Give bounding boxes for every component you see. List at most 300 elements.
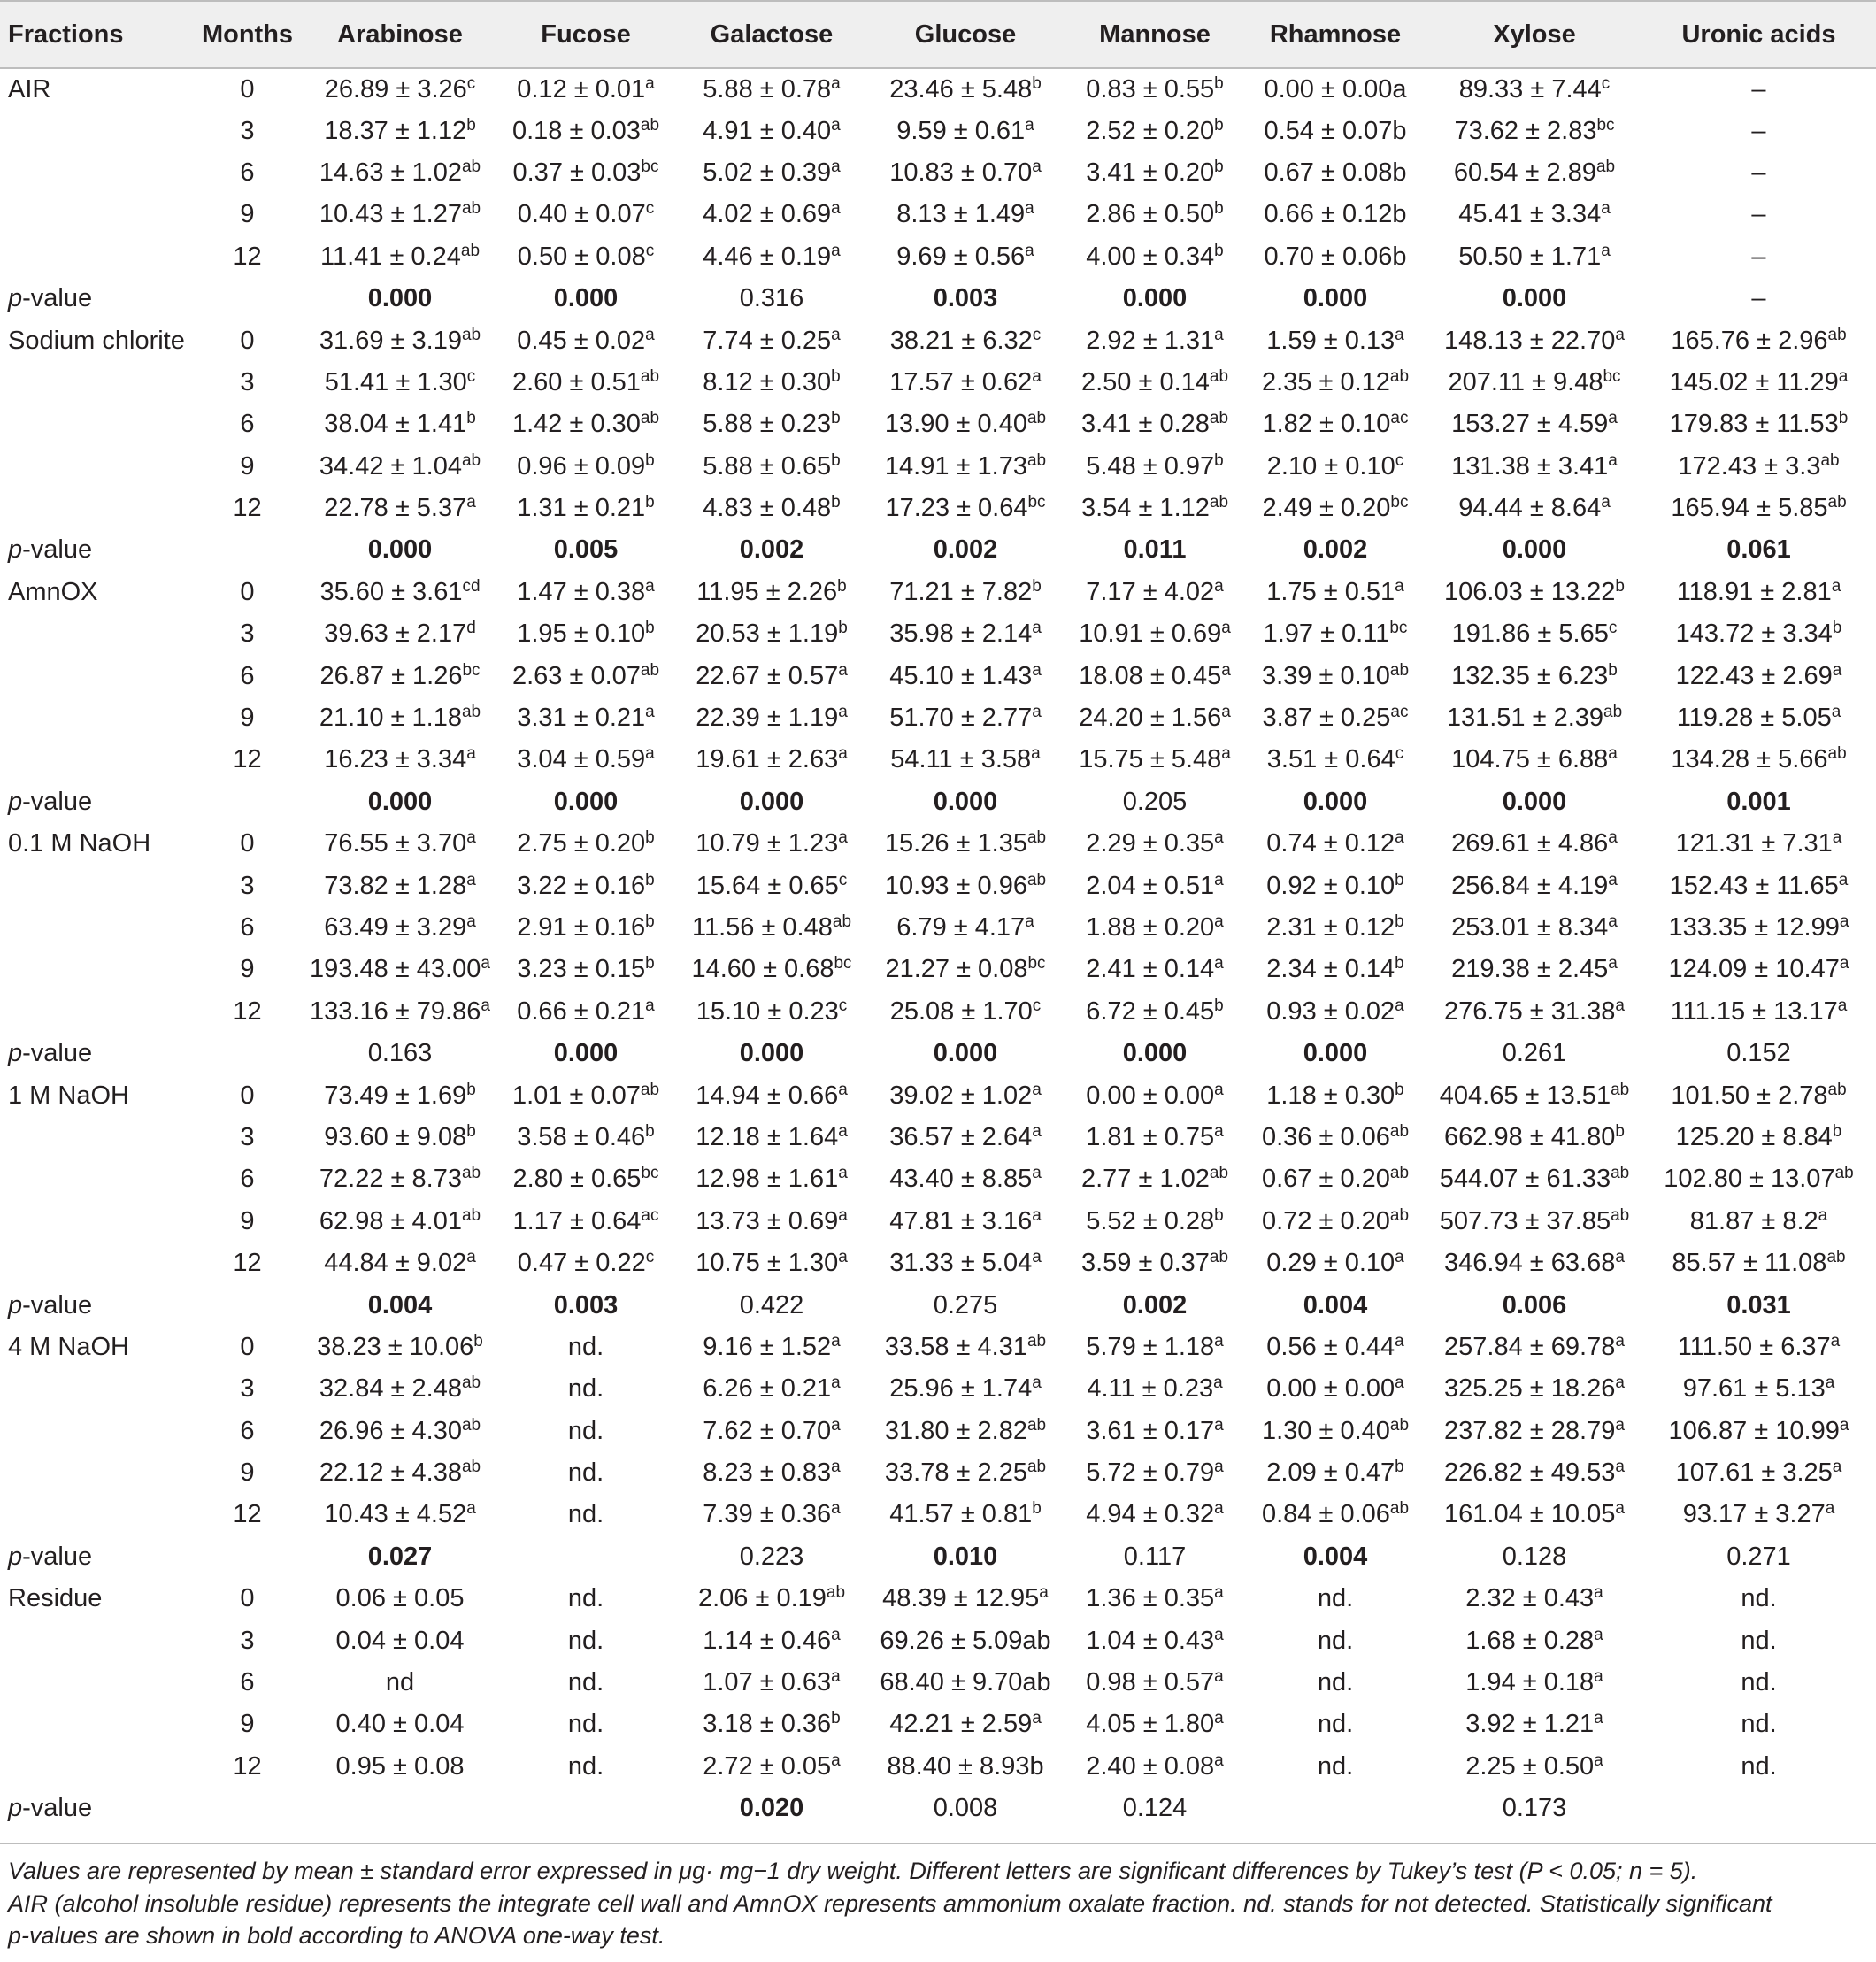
value-cell	[1066, 655, 1243, 696]
significance-letters: a	[466, 870, 476, 889]
significance-letters: c	[466, 366, 476, 386]
value-text: 3.59 ± 0.37	[1080, 1249, 1210, 1278]
significance-letters: bc	[1390, 493, 1409, 512]
value-text: 269.61 ± 4.86	[1451, 829, 1609, 858]
value-cell	[1642, 488, 1876, 529]
value-text: 3.92 ± 1.21	[1465, 1710, 1595, 1739]
value-text: 1.30 ± 0.40	[1261, 1416, 1390, 1445]
month-cell: 9	[240, 1458, 255, 1488]
value-text: 2.50 ± 0.14	[1080, 367, 1210, 396]
value-cell	[1427, 1494, 1642, 1535]
table-row	[0, 613, 1876, 655]
value-text: 60.54 ± 2.89	[1453, 158, 1596, 187]
value-text: 72.22 ± 8.73	[319, 1165, 462, 1194]
value-text: 17.57 ± 0.62	[889, 367, 1033, 396]
fraction-cell	[0, 865, 188, 906]
significance-letters: bc	[641, 157, 659, 176]
value-cell	[493, 907, 679, 949]
value-text: 14.63 ± 1.02	[319, 158, 462, 187]
pvalue-cell: 0.000	[1303, 284, 1368, 313]
value-text: 6.72 ± 0.45	[1086, 996, 1215, 1026]
header-glucose: Glucose	[865, 1, 1066, 68]
significance-letters: a	[1214, 954, 1224, 973]
value-cell	[1243, 362, 1427, 404]
value-cell	[865, 1074, 1066, 1116]
value-text: 71.21 ± 7.82	[889, 577, 1033, 606]
value-cell	[1066, 194, 1243, 235]
value-cell	[865, 110, 1066, 151]
value-cell	[493, 194, 679, 235]
value-text: 39.63 ± 2.17	[324, 619, 467, 649]
value-cell	[865, 152, 1066, 194]
value-text: 111.15 ± 13.17	[1670, 996, 1838, 1026]
value-text: 35.60 ± 3.61	[319, 577, 463, 606]
fraction-cell: 0.1 M NaOH	[8, 829, 151, 858]
value-cell	[1427, 572, 1642, 613]
significance-letters: a	[1032, 1205, 1042, 1225]
significance-letters: b	[1838, 409, 1849, 428]
value-text: nd.	[567, 1710, 604, 1739]
value-cell	[1066, 152, 1243, 194]
value-cell	[865, 1746, 1066, 1788]
significance-letters: b	[1214, 157, 1224, 176]
value-text: 124.09 ± 10.47	[1668, 955, 1840, 984]
footnote-line: Values are represented by mean ± standard error expressed in μg· mg−1 dry weight. Different letters are significant differences by Tukey’s test (P < 0.05; n = 5).	[8, 1858, 1698, 1884]
value-text: 2.31 ± 0.12	[1266, 913, 1395, 942]
value-text: 32.84 ± 2.48	[319, 1374, 462, 1404]
significance-letters: a	[1608, 870, 1618, 889]
significance-letters: ab	[1026, 1458, 1047, 1477]
pvalue-cell	[1243, 1788, 1427, 1829]
significance-letters: a	[831, 199, 841, 219]
pvalue-cell	[493, 1788, 679, 1829]
significance-letters: ab	[461, 157, 481, 176]
significance-letters: b	[466, 1080, 476, 1099]
value-text: 0.47 ± 0.22	[517, 1249, 646, 1278]
value-text: 4.05 ± 1.80	[1086, 1710, 1215, 1739]
value-text: 2.49 ± 0.20	[1262, 494, 1391, 523]
value-text: nd.	[1741, 1626, 1777, 1655]
value-text: 2.10 ± 0.10	[1266, 451, 1395, 481]
value-text: 0.00 ± 0.00	[1266, 1374, 1395, 1404]
value-cell	[307, 739, 493, 781]
value-cell	[679, 823, 865, 865]
significance-letters: b	[1615, 1121, 1625, 1141]
significance-letters: ab	[832, 912, 852, 931]
significance-letters: a	[1615, 1248, 1625, 1267]
value-text: 16.23 ± 3.34	[324, 745, 467, 774]
value-cell	[1243, 68, 1427, 110]
value-text: 13.90 ± 0.40	[884, 410, 1027, 439]
value-cell	[493, 1411, 679, 1452]
value-cell	[1427, 1327, 1642, 1368]
value-cell	[307, 404, 493, 445]
header-galactose: Galactose	[679, 1, 865, 68]
value-text: 19.61 ± 2.63	[696, 745, 839, 774]
value-cell	[1243, 236, 1427, 278]
significance-letters: a	[1032, 1080, 1042, 1099]
value-cell	[679, 1243, 865, 1284]
significance-letters: b	[645, 954, 655, 973]
value-text: 10.91 ± 0.69	[1079, 619, 1222, 649]
value-text: 62.98 ± 4.01	[319, 1206, 462, 1235]
significance-letters: a	[1839, 954, 1849, 973]
month-cell: 0	[240, 1081, 255, 1110]
value-cell	[865, 1117, 1066, 1158]
value-cell	[1243, 1411, 1427, 1452]
value-cell	[1066, 488, 1243, 529]
value-text: 0.98 ± 0.57	[1086, 1668, 1215, 1697]
pvalue-row	[0, 1033, 1876, 1074]
value-cell	[493, 655, 679, 696]
value-text: 1.04 ± 0.43	[1086, 1626, 1215, 1655]
value-cell	[493, 1327, 679, 1368]
table-row	[0, 907, 1876, 949]
significance-letters: c	[1608, 619, 1618, 638]
value-text: 1.47 ± 0.38	[517, 577, 646, 606]
value-cell	[679, 1662, 865, 1704]
significance-letters: ab	[826, 1583, 846, 1603]
table-row	[0, 1201, 1876, 1243]
pvalue-cell: 0.002	[1303, 535, 1368, 565]
value-text: 3.61 ± 0.17	[1086, 1416, 1215, 1445]
value-text: 34.42 ± 1.04	[319, 451, 462, 481]
value-text: 3.39 ± 0.10	[1261, 661, 1390, 690]
significance-letters: bc	[1596, 115, 1615, 135]
month-cell: 3	[240, 1626, 255, 1655]
value-text: 44.84 ± 9.02	[324, 1249, 467, 1278]
significance-letters: a	[1608, 954, 1618, 973]
value-text: 0.54 ± 0.07b	[1264, 116, 1407, 145]
value-text: 10.43 ± 1.27	[319, 200, 462, 229]
header-mannose: Mannose	[1066, 1, 1243, 68]
significance-letters: c	[838, 996, 848, 1015]
value-cell	[1243, 1746, 1427, 1788]
value-text: 346.94 ± 63.68	[1444, 1249, 1616, 1278]
significance-letters: bc	[1603, 366, 1621, 386]
significance-letters: a	[1395, 1248, 1404, 1267]
significance-letters: a	[1025, 115, 1034, 135]
significance-letters: b	[1032, 73, 1042, 93]
significance-letters: a	[831, 157, 841, 176]
fraction-cell	[0, 1243, 188, 1284]
month-cell: 9	[240, 955, 255, 984]
value-cell	[1427, 1411, 1642, 1452]
value-text: 4.02 ± 0.69	[703, 200, 832, 229]
value-cell	[307, 488, 493, 529]
pvalue-label-italic-p: p	[8, 535, 23, 565]
significance-letters: ab	[1026, 409, 1047, 428]
month-cell: 12	[233, 1751, 262, 1781]
month-cell: 0	[240, 829, 255, 858]
value-cell	[679, 1158, 865, 1200]
value-cell	[679, 1746, 865, 1788]
value-cell	[307, 1452, 493, 1494]
value-text: 45.10 ± 1.43	[889, 661, 1033, 690]
value-cell	[1642, 1117, 1876, 1158]
significance-letters: b	[1395, 870, 1404, 889]
significance-letters: a	[838, 660, 848, 680]
value-cell	[1066, 739, 1243, 781]
value-cell	[1642, 613, 1876, 655]
significance-letters: a	[466, 744, 476, 764]
pvalue-row	[0, 278, 1876, 319]
value-cell	[865, 697, 1066, 739]
pvalue-month-empty	[188, 781, 307, 823]
value-text: 325.25 ± 18.26	[1444, 1374, 1616, 1404]
significance-letters: ab	[461, 325, 481, 344]
significance-letters: a	[1214, 1583, 1224, 1603]
value-cell	[1642, 152, 1876, 194]
value-text: 1.17 ± 0.64	[512, 1206, 642, 1235]
value-text: 17.23 ± 0.64	[885, 494, 1028, 523]
value-text: nd.	[1317, 1668, 1354, 1697]
value-text: 26.87 ± 1.26	[319, 661, 463, 690]
significance-letters: a	[645, 325, 655, 344]
pvalue-cell: 0.000	[553, 787, 619, 816]
header-rhamnose: Rhamnose	[1243, 1, 1427, 68]
value-text: 10.75 ± 1.30	[696, 1249, 839, 1278]
significance-letters: a	[1214, 576, 1224, 596]
significance-letters: a	[1032, 1121, 1042, 1141]
value-text: 73.62 ± 2.83	[1454, 116, 1597, 145]
value-cell	[1642, 1411, 1876, 1452]
value-cell	[307, 1411, 493, 1452]
value-text: 219.38 ± 2.45	[1451, 955, 1609, 984]
significance-letters: a	[1032, 1164, 1042, 1183]
pvalue-month-empty	[188, 278, 307, 319]
value-text: 15.64 ± 0.65	[696, 871, 839, 900]
value-cell	[307, 823, 493, 865]
pvalue-label: p-value	[8, 535, 93, 565]
significance-letters: b	[831, 1709, 841, 1728]
value-text: 0.67 ± 0.08b	[1264, 158, 1407, 187]
significance-letters: a	[481, 954, 490, 973]
significance-letters: a	[1221, 619, 1231, 638]
value-text: 2.32 ± 0.43	[1465, 1584, 1595, 1613]
value-cell	[679, 404, 865, 445]
value-cell	[1427, 823, 1642, 865]
table-row	[0, 1411, 1876, 1452]
table-row	[0, 362, 1876, 404]
fraction-cell	[0, 1746, 188, 1788]
significance-letters: a	[1214, 912, 1224, 931]
value-cell	[865, 1662, 1066, 1704]
significance-letters: a	[645, 703, 655, 722]
month-cell: 3	[240, 1374, 255, 1404]
significance-letters: a	[1594, 1667, 1603, 1687]
month-cell: 6	[240, 913, 255, 942]
significance-letters: a	[1838, 366, 1849, 386]
table-row	[0, 1243, 1876, 1284]
value-cell	[1243, 1452, 1427, 1494]
value-cell	[679, 1117, 865, 1158]
value-cell	[1427, 110, 1642, 151]
value-cell	[493, 1578, 679, 1620]
pvalue-label-italic-p: p	[8, 1290, 23, 1320]
month-cell: 0	[240, 326, 255, 355]
value-cell	[679, 949, 865, 990]
significance-letters: c	[645, 241, 655, 260]
pvalue-cell: 0.001	[1726, 787, 1791, 816]
significance-letters: c	[1395, 450, 1404, 470]
value-text: 26.89 ± 3.26	[324, 74, 467, 104]
month-cell: 3	[240, 1122, 255, 1151]
value-text: 2.60 ± 0.51	[511, 367, 641, 396]
value-text: 257.84 ± 69.78	[1444, 1332, 1616, 1361]
significance-letters: bc	[1027, 493, 1046, 512]
value-text: 88.40 ± 8.93b	[887, 1751, 1044, 1781]
month-cell: 9	[240, 200, 255, 229]
value-cell	[1427, 236, 1642, 278]
value-text: 0.40 ± 0.07	[517, 200, 646, 229]
value-text: 12.98 ± 1.61	[696, 1165, 839, 1194]
pvalue-cell: 0.004	[1303, 1290, 1368, 1320]
value-text: 3.51 ± 0.64	[1266, 745, 1395, 774]
value-text: 2.29 ± 0.35	[1086, 829, 1215, 858]
value-cell	[865, 1327, 1066, 1368]
value-cell	[1642, 446, 1876, 488]
value-text: 23.46 ± 5.48	[889, 74, 1033, 104]
value-text: 132.35 ± 6.23	[1451, 661, 1609, 690]
value-cell	[1427, 152, 1642, 194]
pvalue-cell: 0.020	[739, 1794, 804, 1823]
significance-letters: a	[1837, 996, 1848, 1015]
value-text: 97.61 ± 5.13	[1682, 1374, 1826, 1404]
significance-letters: a	[1032, 1248, 1042, 1267]
value-text: 0.45 ± 0.02	[517, 326, 646, 355]
significance-letters: a	[1832, 1458, 1842, 1477]
pvalue-month-empty	[188, 529, 307, 571]
table-row	[0, 1327, 1876, 1368]
value-text: 4.83 ± 0.48	[703, 494, 832, 523]
significance-letters: a	[1615, 1415, 1625, 1435]
value-text: 1.81 ± 0.75	[1086, 1122, 1215, 1151]
value-text: 165.94 ± 5.85	[1671, 494, 1828, 523]
value-text: 42.21 ± 2.59	[889, 1710, 1033, 1739]
value-cell	[679, 1494, 865, 1535]
month-cell: 12	[233, 1249, 262, 1278]
value-text: 1.42 ± 0.30	[511, 410, 641, 439]
value-cell	[679, 68, 865, 110]
value-text: 122.43 ± 2.69	[1675, 661, 1833, 690]
value-text: 73.82 ± 1.28	[324, 871, 467, 900]
fraction-cell	[0, 655, 188, 696]
fraction-cell	[0, 488, 188, 529]
pvalue-cell: 0.000	[367, 787, 433, 816]
fraction-cell	[0, 1201, 188, 1243]
significance-letters: a	[838, 703, 848, 722]
value-text: 3.23 ± 0.15	[517, 955, 646, 984]
significance-letters: ab	[1389, 1415, 1410, 1435]
value-cell	[307, 236, 493, 278]
fraction-cell: Sodium chlorite	[8, 326, 185, 355]
table-row	[0, 655, 1876, 696]
significance-letters: c	[645, 199, 655, 219]
value-text: nd.	[1741, 1710, 1777, 1739]
value-cell	[1427, 488, 1642, 529]
value-text: 148.13 ± 22.70	[1444, 326, 1616, 355]
value-cell	[307, 1662, 493, 1704]
value-cell	[1642, 865, 1876, 906]
value-text: 9.69 ± 0.56	[896, 242, 1026, 271]
value-cell	[679, 236, 865, 278]
significance-letters: a	[1832, 828, 1842, 848]
month-cell: 12	[233, 242, 262, 271]
value-cell	[1243, 1620, 1427, 1661]
value-text: 4.11 ± 0.23	[1087, 1374, 1214, 1404]
value-text: 134.28 ± 5.66	[1671, 745, 1828, 774]
value-cell	[1243, 823, 1427, 865]
value-text: 9.59 ± 0.61	[896, 116, 1026, 145]
value-cell	[679, 152, 865, 194]
significance-letters: a	[1214, 1625, 1224, 1644]
value-cell	[679, 865, 865, 906]
pvalue-cell: 0.000	[1502, 787, 1567, 816]
header-months: Months	[188, 1, 307, 68]
table-header-row	[0, 1, 1876, 68]
value-cell	[1066, 1662, 1243, 1704]
significance-letters: bc	[641, 1164, 659, 1183]
value-cell	[493, 152, 679, 194]
pvalue-month-empty	[188, 1536, 307, 1578]
value-text: 1.97 ± 0.11	[1263, 619, 1390, 649]
value-cell	[1427, 655, 1642, 696]
value-cell	[307, 110, 493, 151]
value-text: 5.52 ± 0.28	[1086, 1206, 1215, 1235]
significance-letters: a	[1395, 1373, 1404, 1393]
value-text: nd.	[567, 1374, 604, 1404]
significance-letters: a	[1214, 870, 1224, 889]
table-row	[0, 1578, 1876, 1620]
fraction-cell	[0, 613, 188, 655]
value-cell	[679, 1368, 865, 1410]
value-cell	[307, 362, 493, 404]
significance-letters: ab	[460, 241, 481, 260]
value-text: 7.62 ± 0.70	[703, 1416, 832, 1445]
significance-letters: bc	[834, 954, 852, 973]
fraction-cell	[0, 1368, 188, 1410]
value-text: 107.61 ± 3.25	[1675, 1458, 1833, 1488]
significance-letters: b	[1608, 660, 1618, 680]
pvalue-label: p-value	[8, 284, 93, 313]
value-text: 544.07 ± 61.33	[1439, 1165, 1611, 1194]
pvalue-month-empty	[188, 1033, 307, 1074]
value-cell	[1427, 1158, 1642, 1200]
value-cell	[1243, 446, 1427, 488]
value-cell	[307, 1368, 493, 1410]
value-cell	[865, 362, 1066, 404]
significance-letters: a	[1395, 828, 1404, 848]
value-cell	[493, 1662, 679, 1704]
value-cell	[1066, 1243, 1243, 1284]
significance-letters: a	[466, 493, 476, 512]
value-text: 226.82 ± 49.53	[1444, 1458, 1616, 1488]
significance-letters: c	[838, 870, 848, 889]
value-cell	[307, 194, 493, 235]
month-cell: 3	[240, 871, 255, 900]
significance-letters: ac	[1390, 703, 1409, 722]
significance-letters: a	[1395, 576, 1404, 596]
value-text: nd.	[1317, 1626, 1354, 1655]
value-text: –	[1751, 158, 1766, 187]
pvalue-cell: 0.128	[1502, 1542, 1567, 1571]
value-text: 1.36 ± 0.35	[1086, 1584, 1215, 1613]
value-text: 2.75 ± 0.20	[517, 829, 646, 858]
pvalue-cell: 0.000	[553, 1039, 619, 1068]
significance-letters: a	[1594, 1583, 1603, 1603]
table-row	[0, 1074, 1876, 1116]
